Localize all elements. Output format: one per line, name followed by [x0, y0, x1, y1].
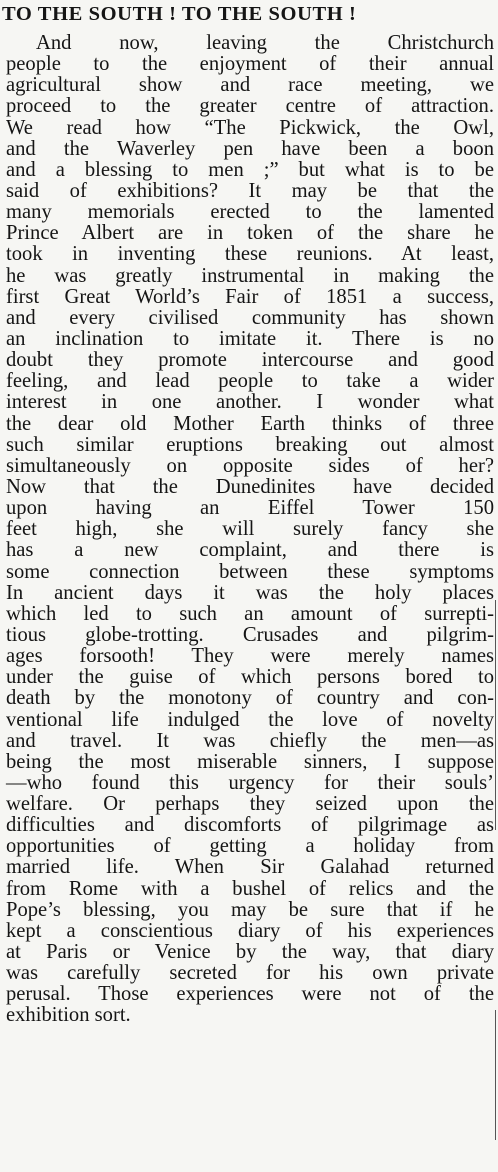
text-line: which led to such an amount of surrepti-: [6, 602, 494, 625]
text-line: ventional life indulged the love of novelty: [6, 708, 494, 731]
text-line: tious globe-trotting. Crusades and pilgrim-: [6, 623, 494, 646]
text-line: perusal. Those experiences were not of the: [6, 983, 494, 1006]
text-line: In ancient days it was the holy places: [6, 581, 494, 604]
text-line: simultaneously on opposite sides of her?: [6, 454, 494, 477]
text-line: was carefully secreted for his own private: [6, 962, 494, 985]
text-line: feet high, she will surely fancy she: [6, 518, 494, 541]
article-body: [6, 33, 494, 1027]
text-line: Now that the Dunedinites have decided: [6, 475, 494, 498]
text-line: an inclination to imitate it. There is no: [6, 327, 494, 350]
text-line: We read how “The Pickwick, the Owl,: [6, 116, 494, 139]
text-line: and travel. It was chiefly the men—as: [6, 729, 494, 752]
text-line: many memorials erected to the lamented: [6, 201, 494, 224]
text-line: proceed to the greater centre of attraction.: [6, 95, 494, 118]
text-line: kept a conscientious diary of his experiences: [6, 919, 494, 942]
text-line: first Great World’s Fair of 1851 a success,: [6, 285, 494, 308]
text-line: doubt they promote intercourse and good: [6, 349, 494, 372]
text-line: ages forsooth! They were merely names: [6, 645, 494, 668]
text-line: the dear old Mother Earth thinks of three: [6, 412, 494, 435]
text-line: said of exhibitions? It may be that the: [6, 179, 494, 202]
text-line: under the guise of which persons bored to: [6, 666, 494, 689]
text-line: And now, leaving the Christchurch: [36, 32, 494, 54]
text-line: such similar eruptions breaking out almost: [6, 433, 494, 456]
text-line: Pope’s blessing, you may be sure that if he: [6, 898, 494, 921]
text-line: married life. When Sir Galahad returned: [6, 856, 494, 879]
text-line: from Rome with a bushel of relics and the: [6, 877, 494, 900]
headline: TO THE SOUTH ! TO THE SOUTH !: [2, 3, 357, 25]
text-line: and a blessing to men ;” but what is to be: [6, 158, 494, 181]
text-line: opportunities of getting a holiday from: [6, 835, 494, 858]
text-line: took in inventing these reunions. At least,: [6, 243, 494, 266]
column-rule: [495, 600, 496, 830]
text-line: has a new complaint, and there is: [6, 539, 494, 562]
column-rule: [495, 1010, 496, 1140]
text-line: and every civilised community has shown: [6, 306, 494, 329]
text-line: he was greatly instrumental in making the: [6, 264, 494, 287]
text-line: at Paris or Venice by the way, that diary: [6, 941, 494, 964]
text-line: people to the enjoyment of their annual: [6, 53, 494, 76]
text-line: agricultural show and race meeting, we: [6, 74, 494, 97]
text-line: —who found this urgency for their souls’: [6, 771, 494, 794]
text-line: death by the monotony of country and con-: [6, 687, 494, 710]
text-line: some connection between these symptoms: [6, 560, 494, 583]
text-line: exhibition sort.: [6, 1004, 131, 1027]
text-line: difficulties and discomforts of pilgrimage as: [6, 814, 494, 837]
text-line: Prince Albert are in token of the share he: [6, 222, 494, 245]
text-line: interest in one another. I wonder what: [6, 391, 494, 414]
text-line: and the Waverley pen have been a boon: [6, 137, 494, 160]
text-line: feeling, and lead people to take a wider: [6, 370, 494, 393]
text-line: being the most miserable sinners, I suppose: [6, 750, 494, 773]
text-line: welfare. Or perhaps they seized upon the: [6, 793, 494, 816]
text-line: upon having an Eiffel Tower 150: [6, 497, 494, 520]
